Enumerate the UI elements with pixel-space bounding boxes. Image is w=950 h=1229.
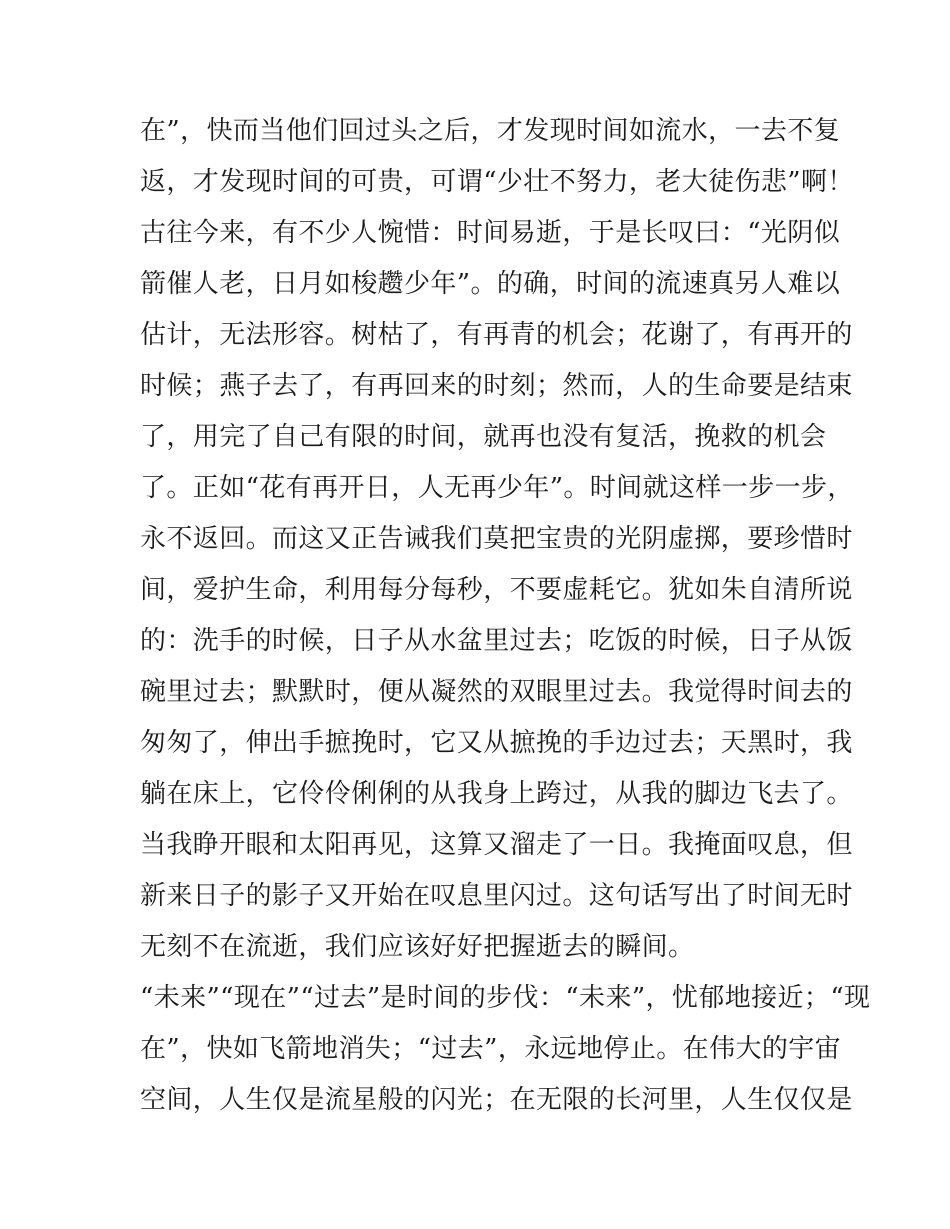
text-line: 古往今来，有不少人惋惜：时间易逝，于是长叹曰：“光阴似 bbox=[140, 218, 841, 248]
text-line: 了。正如“花有再开日，人无再少年”。时间就这样一步一步， bbox=[140, 473, 854, 503]
text-line: “未来”“现在”“过去”是时间的步伐：“未来”，忧郁地接近；“现 bbox=[140, 983, 871, 1013]
text-line: 匆匆了，伸出手摭挽时，它又从摭挽的手边过去；天黑时，我 bbox=[140, 728, 853, 758]
text-line: 了，用完了自己有限的时间，就再也没有复活，挽救的机会 bbox=[140, 422, 827, 452]
text-line: 无刻不在流逝，我们应该好好把握逝去的瞬间。 bbox=[140, 932, 695, 962]
text-line: 新来日子的影子又开始在叹息里闪过。这句话写出了时间无时 bbox=[140, 881, 853, 911]
text-line: 空间，人生仅是流星般的闪光；在无限的长河里，人生仅仅是 bbox=[140, 1085, 853, 1115]
text-line: 时候；燕子去了，有再回来的时刻；然而，人的生命要是结束 bbox=[140, 371, 853, 401]
text-line: 永不返回。而这又正告诫我们莫把宝贵的光阴虚掷，要珍惜时 bbox=[140, 524, 853, 554]
text-line: 箭催人老，日月如梭趱少年”。的确，时间的流速真另人难以 bbox=[140, 269, 841, 299]
text-line: 碗里过去；默默时，便从凝然的双眼里过去。我觉得时间去的 bbox=[140, 677, 853, 707]
text-line: 间，爱护生命，利用每分每秒，不要虚耗它。犹如朱自清所说 bbox=[140, 575, 853, 605]
text-line: 的：洗手的时候，日子从水盆里过去；吃饭的时候，日子从饭 bbox=[140, 626, 853, 656]
text-line: 估计，无法形容。树枯了，有再青的机会；花谢了，有再开的 bbox=[140, 320, 853, 350]
text-line: 躺在床上，它伶伶俐俐的从我身上跨过，从我的脚边飞去了。 bbox=[140, 779, 853, 809]
text-line: 在”，快如飞箭地消失；“过去”，永远地停止。在伟大的宇宙 bbox=[140, 1034, 842, 1064]
text-line: 当我睁开眼和太阳再见，这算又溜走了一日。我掩面叹息，但 bbox=[140, 830, 853, 860]
essay-text-body bbox=[140, 106, 871, 1126]
text-line: 返，才发现时间的可贵，可谓“少壮不努力，老大徒伤悲”啊！ bbox=[140, 167, 854, 197]
text-line: 在”，快而当他们回过头之后，才发现时间如流水，一去不复 bbox=[140, 116, 841, 146]
